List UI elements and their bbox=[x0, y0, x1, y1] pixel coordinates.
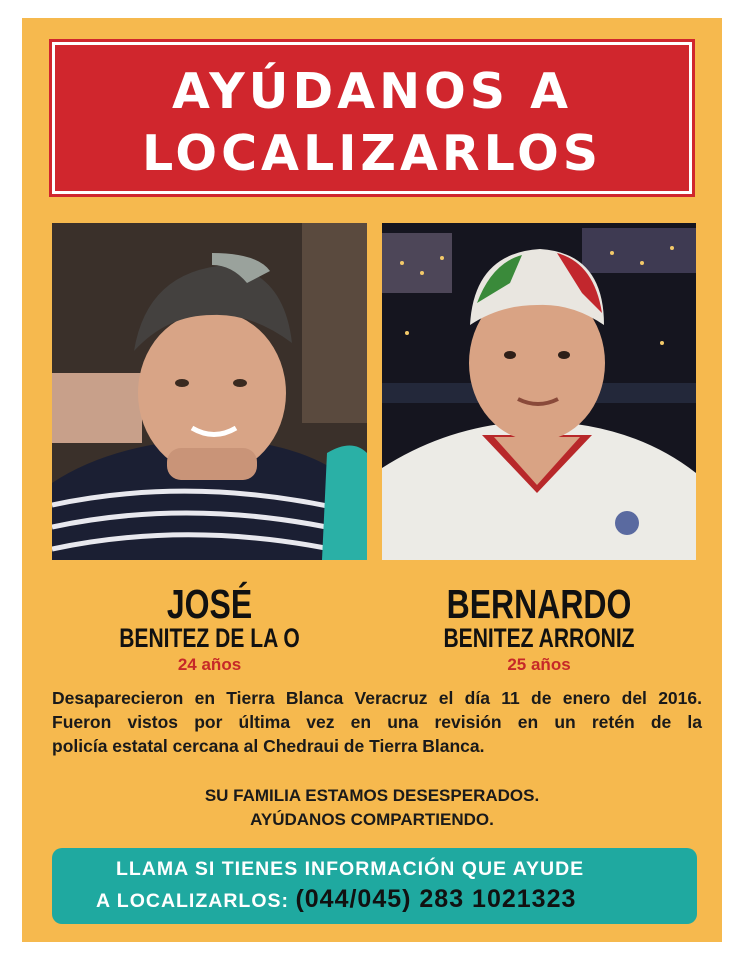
description-text bbox=[52, 686, 702, 758]
description-line: Fueron vistos por última vez en una revisión en un retén de la bbox=[52, 712, 702, 732]
age-jose: 24 años bbox=[177, 655, 242, 674]
person-photo-jose bbox=[52, 223, 367, 560]
call-info-line2 bbox=[96, 885, 576, 914]
call-info-bar bbox=[52, 848, 697, 924]
photo-bernardo bbox=[382, 223, 696, 560]
family-message bbox=[22, 784, 722, 832]
person-name-bernardo bbox=[417, 581, 662, 653]
description-line: policía estatal cercana al Chedraui de Tierra Blanca. bbox=[52, 736, 485, 756]
description-line: Desaparecieron en Tierra Blanca Veracruz el día 11 de enero del 2016. bbox=[52, 688, 702, 708]
first-name-jose: JOSÉ bbox=[166, 581, 253, 627]
first-name-bernardo: BERNARDO bbox=[446, 581, 632, 627]
last-name-jose: BENITEZ DE LA O bbox=[119, 623, 300, 653]
header-title-line1: AYÚDANOS A bbox=[171, 63, 573, 120]
photo-jose bbox=[52, 223, 367, 560]
age-bernardo: 25 años bbox=[507, 655, 571, 674]
family-message-line2: AYÚDANOS COMPARTIENDO. bbox=[250, 810, 494, 829]
call-info-prefix: A LOCALIZARLOS: bbox=[96, 890, 290, 912]
header-title-line2: LOCALIZARLOS bbox=[141, 125, 603, 182]
call-info-line1: LLAMA SI TIENES INFORMACIÓN QUE AYUDE bbox=[116, 858, 585, 880]
family-message-line1: SU FAMILIA ESTAMOS DESESPERADOS. bbox=[204, 786, 540, 805]
header-banner bbox=[52, 42, 692, 194]
person-photo-bernardo bbox=[382, 223, 696, 560]
last-name-bernardo: BENITEZ ARRONIZ bbox=[443, 623, 635, 653]
missing-persons-poster bbox=[22, 18, 722, 942]
person-name-jose bbox=[87, 581, 333, 653]
phone-number[interactable]: (044/045) 283 1021323 bbox=[295, 885, 577, 913]
